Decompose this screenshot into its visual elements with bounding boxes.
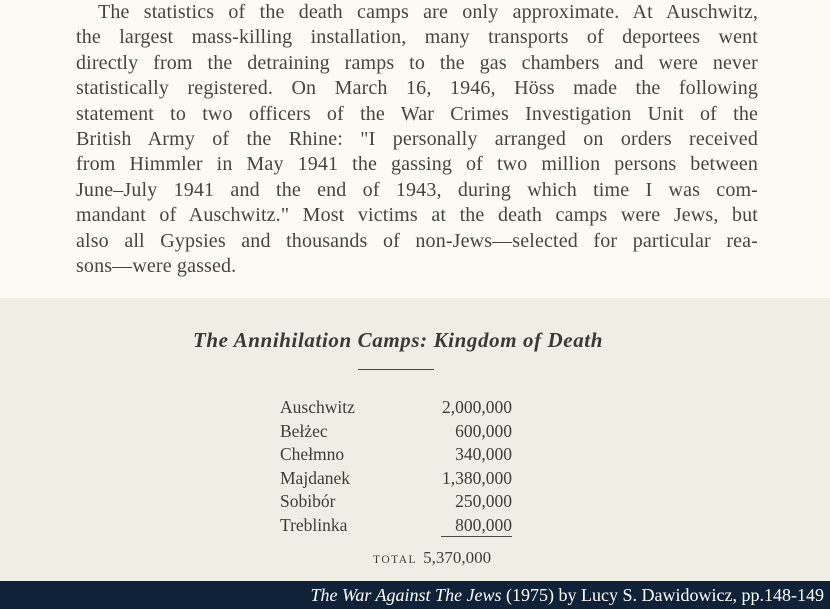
paragraph-line: directly from the detraining ramps to the gas chambers and were never <box>76 51 758 74</box>
book-title: The War Against The Jews <box>310 585 502 605</box>
paragraph-line: also all Gypsies and thousands of non-Jews—selected for particular rea- <box>76 229 758 252</box>
victim-count-underlined: 800,000 <box>441 515 512 537</box>
table-title: The Annihilation Camps: Kingdom of Death <box>192 328 604 352</box>
camp-name: Chełmno <box>280 444 345 465</box>
table-row <box>280 514 512 538</box>
camp-name: Treblinka <box>280 514 348 535</box>
paragraph-line: statement to two officers of the War Crimes Investigation Unit of the <box>76 102 758 125</box>
victim-count: 250,000 <box>455 491 512 512</box>
paragraph-line: The statistics of the death camps are only approximate. At Auschwitz, <box>98 1 758 23</box>
paragraph-line: from Himmler in May 1941 the gassing of two million persons between <box>76 153 758 176</box>
table-row <box>280 467 512 491</box>
total-label: TOTAL <box>373 554 418 566</box>
paragraph-line: the largest mass-killing installation, many transports of deportees went <box>76 26 758 49</box>
victim-count: 1,380,000 <box>442 467 512 488</box>
body-paragraph <box>76 0 758 279</box>
victim-count: 340,000 <box>455 444 512 465</box>
table-row <box>280 443 512 467</box>
victim-count-last <box>399 514 512 538</box>
caption-citation: (1975) by Lucy S. Dawidowicz, pp.148-149 <box>501 585 824 605</box>
camp-name: Bełżec <box>280 420 328 441</box>
paragraph-line: British Army of the Rhine: "I personally arranged on orders received <box>76 128 758 151</box>
victim-count: 600,000 <box>455 420 512 441</box>
title-divider <box>358 369 434 370</box>
table-row <box>280 420 512 444</box>
source-caption-bar <box>0 581 830 609</box>
scanned-page-bottom <box>0 298 830 581</box>
camp-name: Auschwitz <box>280 397 355 417</box>
table-row <box>280 396 512 420</box>
paragraph-line: sons—were gassed. <box>76 255 237 278</box>
total-value: 5,370,000 <box>423 548 492 567</box>
scanned-page-top <box>0 0 830 298</box>
table-row <box>280 490 512 514</box>
victim-count: 2,000,000 <box>442 397 512 417</box>
camp-name: Sobibór <box>280 491 336 512</box>
paragraph-line: statistically registered. On March 16, 1946, Höss made the following <box>76 77 758 100</box>
camps-table <box>280 396 512 538</box>
paragraph-line: June–July 1941 and the end of 1943, during which time I was com- <box>76 178 758 201</box>
total-row <box>373 548 491 568</box>
camp-name: Majdanek <box>280 467 350 488</box>
paragraph-line: mandant of Auschwitz." Most victims at the death camps were Jews, but <box>76 204 758 227</box>
source-caption <box>311 584 824 606</box>
